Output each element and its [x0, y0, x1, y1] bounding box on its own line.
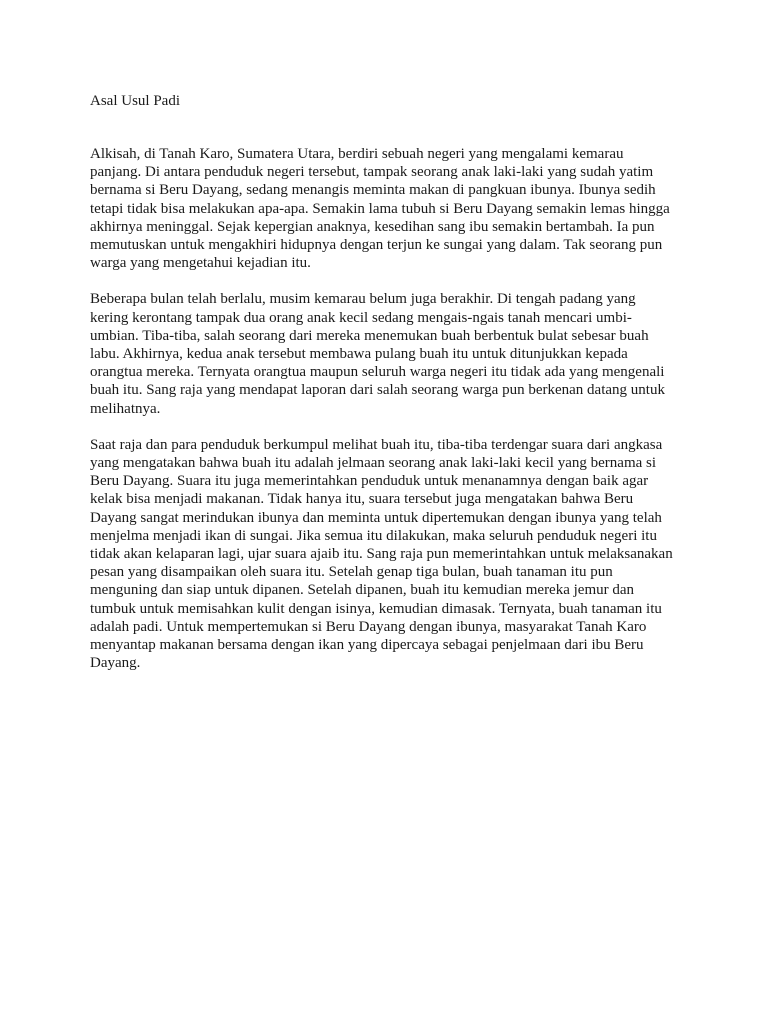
document-body	[90, 145, 690, 690]
text-line: menjelma menjadi ikan di sungai. Jika semua itu dilakukan, maka seluruh penduduk negeri itu	[90, 527, 657, 544]
text-line: akhirnya meninggal. Sejak kepergian anaknya, kesedihan sang ibu semakin bertambah. Ia pun	[90, 218, 655, 235]
text-line: yang mengatakan bahwa buah itu adalah jelmaan seorang anak laki-laki kecil yang bernama si	[90, 455, 657, 472]
text-line: warga yang mengetahui kejadian itu.	[90, 255, 311, 272]
text-line: Saat raja dan para penduduk berkumpul melihat buah itu, tiba-tiba terdengar suara dari angkasa	[90, 436, 663, 453]
paragraph-3	[90, 436, 690, 673]
text-line: orangtua mereka. Ternyata orangtua maupun seluruh warga negeri itu tidak ada yang mengenali	[90, 364, 665, 381]
text-line: tumbuk untuk memisahkan kulit dengan isinya, kemudian dimasak. Ternyata, buah tanaman itu	[90, 600, 662, 617]
text-line: tidak akan kelaparan lagi, ujar suara ajaib itu. Sang raja pun memerintahkan untuk melaksanakan	[90, 546, 673, 563]
text-line: Beberapa bulan telah berlalu, musim kemarau belum juga berakhir. Di tengah padang yang	[90, 291, 636, 308]
text-line: tetapi tidak bisa melakukan apa-apa. Semakin lama tubuh si Beru Dayang semakin lemas hingga	[90, 200, 670, 217]
text-line: panjang. Di antara penduduk negeri tersebut, tampak seorang anak laki-laki yang sudah yatim	[90, 164, 654, 181]
text-line: umbian. Tiba-tiba, salah seorang dari mereka menemukan buah berbentuk bulat sebesar buah	[90, 327, 649, 344]
paragraph-1	[90, 145, 690, 272]
text-line: adalah padi. Untuk mempertemukan si Beru Dayang dengan ibunya, masyarakat Tanah Karo	[90, 618, 647, 635]
text-line: labu. Akhirnya, kedua anak tersebut membawa pulang buah itu untuk ditunjukkan kepada	[90, 346, 628, 363]
text-line: Dayang sangat merindukan ibunya dan meminta untuk dipertemukan dengan ibunya yang telah	[90, 509, 662, 526]
text-line: buah itu. Sang raja yang mendapat laporan dari salah seorang warga pun berkenan datang untuk	[90, 382, 665, 399]
text-line: kering kerontang tampak dua orang anak kecil sedang mengais-ngais tanah mencari umbi-	[90, 309, 632, 326]
text-line: Dayang.	[90, 655, 141, 672]
text-line: kelak bisa menjadi makanan. Tidak hanya itu, suara tersebut juga mengatakan bahwa Beru	[90, 491, 634, 508]
text-line: menguning dan siap untuk dipanen. Setelah dipanen, buah itu kemudian mereka jemur dan	[90, 582, 635, 599]
text-line: pesan yang disampaikan oleh suara itu. Setelah genap tiga bulan, buah tanaman itu pun	[90, 564, 613, 581]
text-line: Alkisah, di Tanah Karo, Sumatera Utara, berdiri sebuah negeri yang mengalami kemarau	[90, 146, 624, 162]
text-line: menyantap makanan bersama dengan ikan yang dipercaya sebagai penjelmaan dari ibu Beru	[90, 637, 644, 654]
text-line: Beru Dayang. Suara itu juga memerintahkan penduduk untuk menanamnya dengan baik agar	[90, 473, 649, 490]
text-line: memutuskan untuk mengakhiri hidupnya dengan terjun ke sungai yang dalam. Tak seorang pun	[90, 237, 663, 254]
text-line: melihatnya.	[90, 400, 161, 417]
paragraph-2	[90, 290, 690, 417]
text-line: bernama si Beru Dayang, sedang menangis meminta makan di pangkuan ibunya. Ibunya sedih	[90, 182, 656, 199]
document-title: Asal Usul Padi	[90, 93, 180, 109]
